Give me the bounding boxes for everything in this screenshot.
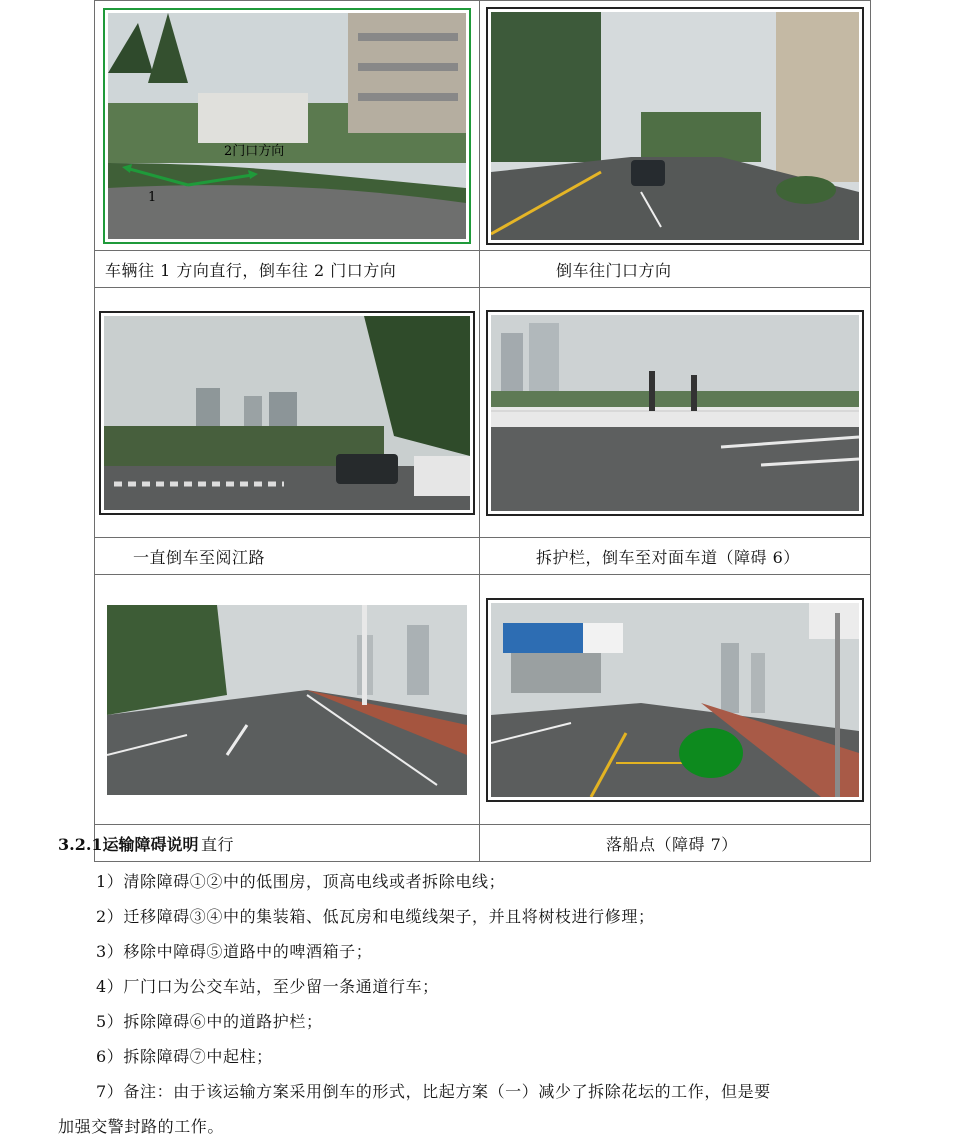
caption-3: 一直倒车至阅江路 xyxy=(95,538,480,575)
photo-cell-1 xyxy=(95,1,480,251)
obstacle-item-2: 2）迁移障碍③④中的集装箱、低瓦房和电缆线架子，并且将树枝进行修理； xyxy=(96,907,655,926)
caption-6: 落船点（障碍 7） xyxy=(480,825,871,862)
obstacle-item-1: 1）清除障碍①②中的低围房，顶高电线或者拆除电线； xyxy=(96,872,506,891)
photo-4 xyxy=(486,310,864,516)
caption-1: 车辆往 1 方向直行，倒车往 2 门口方向 xyxy=(95,251,480,288)
photo-cell-3 xyxy=(95,288,480,538)
photo-cell-5 xyxy=(95,575,480,825)
photo-6 xyxy=(486,598,864,802)
photo-table xyxy=(94,0,871,862)
landing-point-marker xyxy=(679,728,743,778)
obstacle-item-5: 5）拆除障碍⑥中的道路护栏； xyxy=(96,1012,323,1031)
photo-2 xyxy=(486,7,864,245)
obstacle-item-7-continuation: 加强交警封路的工作。 xyxy=(58,1117,225,1136)
annotation-1: 1 xyxy=(148,189,157,205)
photo-cell-2 xyxy=(480,1,871,251)
caption-4: 拆护栏，倒车至对面车道（障碍 6） xyxy=(480,538,871,575)
photo-cell-6 xyxy=(480,575,871,825)
caption-2: 倒车往门口方向 xyxy=(480,251,871,288)
section-title: 3.2.1运输障碍说明 xyxy=(58,835,199,854)
photo-5 xyxy=(102,600,472,800)
annotation-2: 2门口方向 xyxy=(224,143,285,159)
obstacle-item-7: 7）备注：由于该运输方案采用倒车的形式，比起方案（一）减少了拆除花坛的工作，但是要 xyxy=(96,1082,771,1101)
caption-5: 直行 xyxy=(95,825,480,862)
obstacle-item-4: 4）厂门口为公交车站，至少留一条通道行车； xyxy=(96,977,439,996)
photo-3 xyxy=(99,311,475,515)
obstacle-item-6: 6）拆除障碍⑦中起柱； xyxy=(96,1047,273,1066)
photo-1 xyxy=(103,8,471,244)
photo-cell-4 xyxy=(480,288,871,538)
obstacle-item-3: 3）移除中障碍⑤道路中的啤酒箱子； xyxy=(96,942,373,961)
